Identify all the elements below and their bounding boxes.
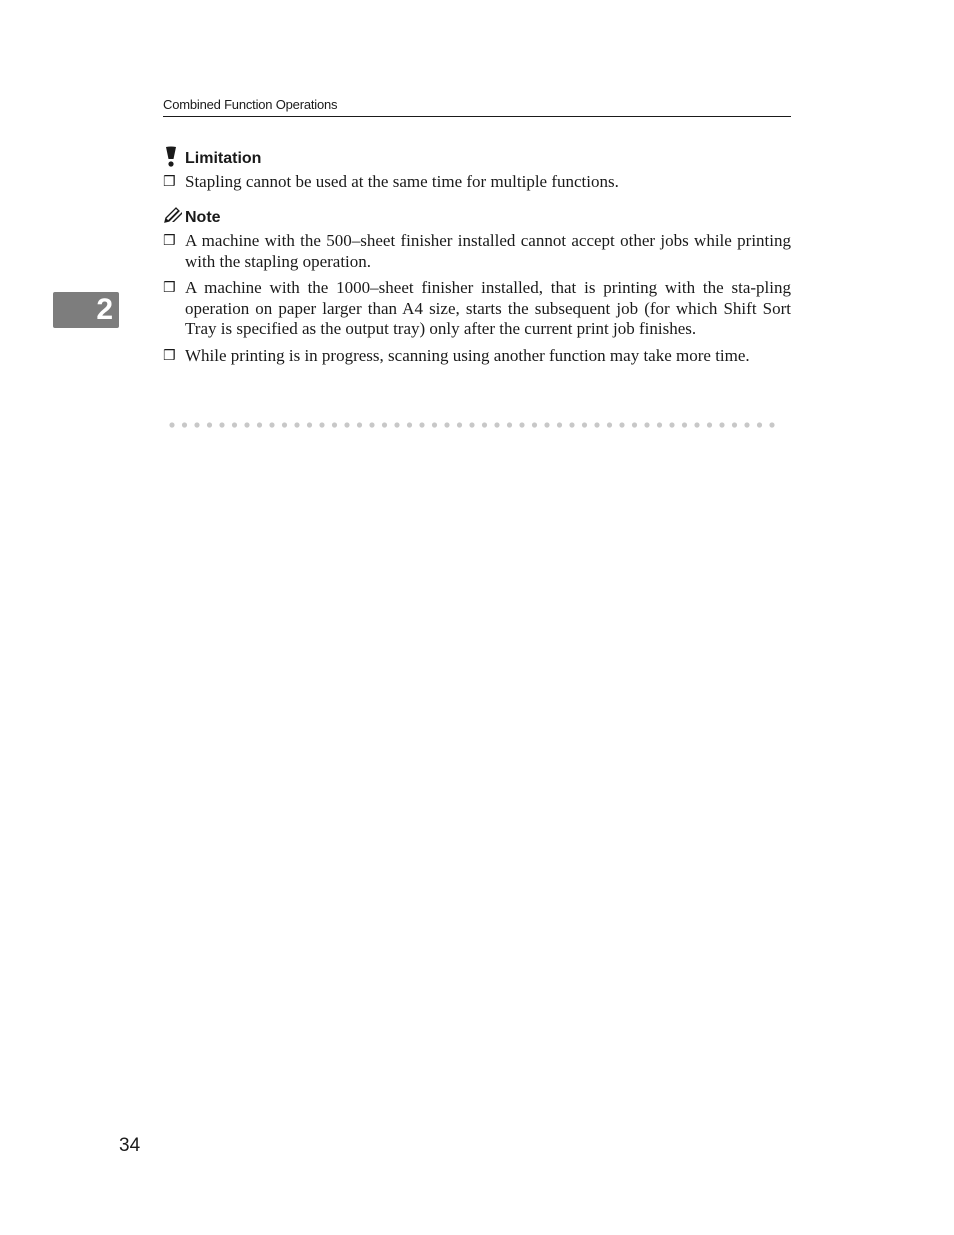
divider-dot — [769, 422, 774, 427]
divider-dot — [319, 422, 324, 427]
divider-dot — [569, 422, 574, 427]
page-number-label: 34 — [119, 1135, 141, 1156]
divider-dot — [369, 422, 374, 427]
divider-dot — [394, 422, 399, 427]
divider-dot — [344, 422, 349, 427]
list-item — [163, 346, 791, 367]
divider-dot — [432, 422, 437, 427]
divider-dot — [294, 422, 299, 427]
divider-dot — [519, 422, 524, 427]
divider-dot — [544, 422, 549, 427]
limitation-list — [163, 172, 791, 193]
limitation-section — [163, 146, 791, 193]
list-item-text: A machine with the 500–sheet finisher installed cannot accept other jobs while printing with the stapling operation. — [185, 231, 791, 271]
list-item-text: While printing is in progress, scanning using another function may take more time. — [185, 345, 750, 365]
divider-dot — [644, 422, 649, 427]
page-number — [119, 1135, 140, 1157]
divider-dot — [744, 422, 749, 427]
note-heading-label: Note — [185, 209, 221, 226]
divider-dot — [482, 422, 487, 427]
running-header-title: Combined Function Operations — [163, 97, 338, 112]
checkbox-bullet-icon: ❒ — [163, 174, 176, 190]
divider-dot — [582, 422, 587, 427]
limitation-heading — [163, 146, 791, 168]
divider-dot — [632, 422, 637, 427]
divider-dot — [419, 422, 424, 427]
divider-dot — [182, 422, 187, 427]
divider-dot — [444, 422, 449, 427]
chapter-number: 2 — [96, 293, 113, 326]
divider-dot — [607, 422, 612, 427]
divider-dot — [382, 422, 387, 427]
divider-dot — [194, 422, 199, 427]
limitation-heading-label: Limitation — [185, 150, 262, 167]
divider-dot — [282, 422, 287, 427]
checkbox-bullet-icon: ❒ — [163, 347, 176, 364]
list-item-text: Stapling cannot be used at the same time for multiple functions. — [185, 172, 619, 191]
divider-dot — [719, 422, 724, 427]
divider-dot — [682, 422, 687, 427]
note-section — [163, 205, 791, 366]
divider-dot — [457, 422, 462, 427]
chapter-tab — [53, 292, 119, 328]
divider-dot — [707, 422, 712, 427]
divider-dot — [557, 422, 562, 427]
divider-dot — [332, 422, 337, 427]
divider-dot — [757, 422, 762, 427]
pencil-icon — [163, 205, 183, 227]
checkbox-bullet-icon: ❒ — [163, 233, 176, 249]
exclamation-icon — [163, 146, 183, 168]
divider-dot — [407, 422, 412, 427]
divider-dot — [669, 422, 674, 427]
divider-dot — [657, 422, 662, 427]
divider-dot — [257, 422, 262, 427]
divider-dot — [307, 422, 312, 427]
note-list — [163, 231, 791, 366]
note-heading — [163, 205, 791, 227]
list-item-text: A machine with the 1000–sheet finisher installed, that is printing with the sta-pling operation on paper larger than A4 size, starts the subsequent job (for which Shift Sort Tray is specified as the output tray) only after the current print job finishes. — [185, 278, 791, 338]
running-header — [163, 96, 791, 117]
divider-dot — [619, 422, 624, 427]
list-item — [163, 172, 791, 193]
divider-dot — [594, 422, 599, 427]
divider-dot — [532, 422, 537, 427]
divider-dot — [494, 422, 499, 427]
divider-dot — [207, 422, 212, 427]
divider-dot — [507, 422, 512, 427]
list-item — [163, 278, 791, 340]
list-item — [163, 231, 791, 272]
divider-dot — [169, 422, 174, 427]
divider-dot — [244, 422, 249, 427]
dotted-divider — [163, 419, 791, 431]
divider-dot — [357, 422, 362, 427]
checkbox-bullet-icon: ❒ — [163, 280, 176, 296]
divider-dot — [732, 422, 737, 427]
divider-dot — [232, 422, 237, 427]
divider-dot — [469, 422, 474, 427]
divider-dot — [269, 422, 274, 427]
divider-dot — [219, 422, 224, 427]
divider-dot — [694, 422, 699, 427]
